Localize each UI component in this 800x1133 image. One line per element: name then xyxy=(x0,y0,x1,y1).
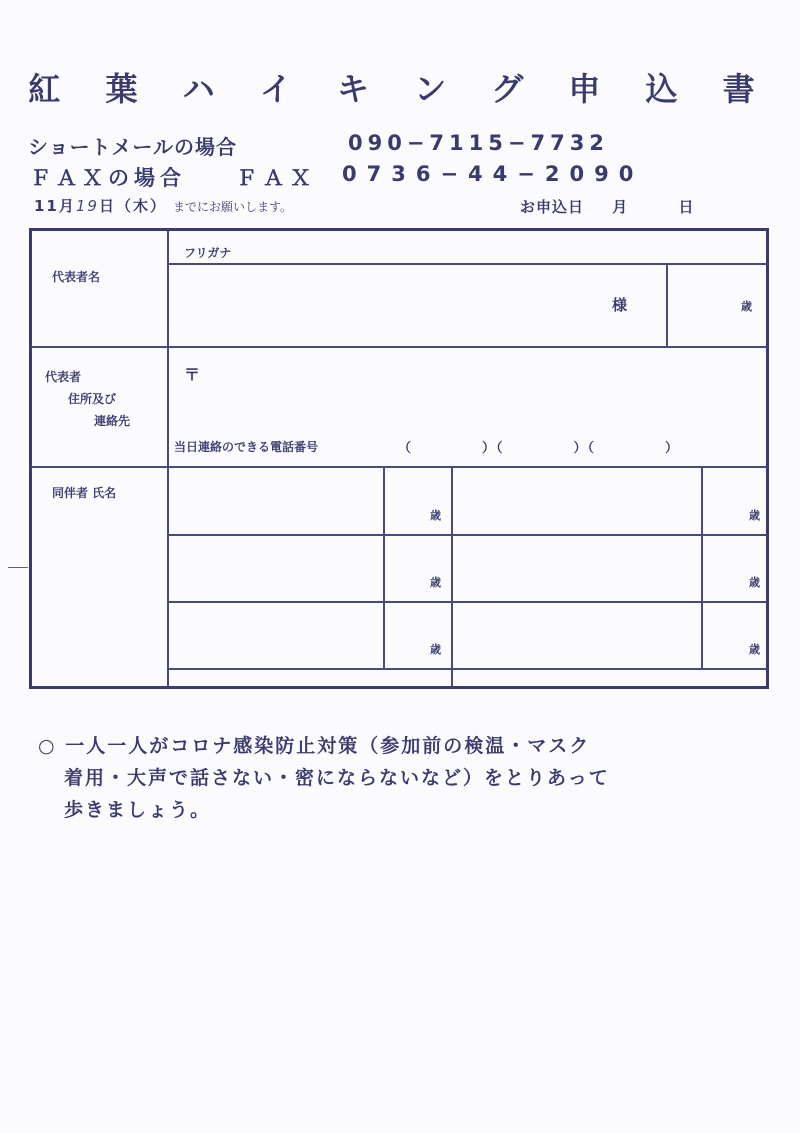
covid-notice xyxy=(38,730,768,826)
companion-5-age-unit: 歳 xyxy=(430,643,441,656)
rep-name-label: 代表者名 xyxy=(52,270,101,284)
furigana-divider xyxy=(168,263,767,265)
fax-label: ＦＡＸの場合 xyxy=(30,166,186,190)
rep-address-label-3: 連絡先 xyxy=(94,414,131,428)
rep-age-unit: 歳 xyxy=(741,300,752,313)
companion-age-divider-1 xyxy=(383,467,385,668)
companion-row-divider-3 xyxy=(168,668,767,670)
sms-number: 090−7115−7732 xyxy=(348,131,609,155)
deadline-month: 11月 xyxy=(34,197,76,215)
apply-date xyxy=(520,196,695,217)
rep-age-divider xyxy=(666,264,668,347)
notice-line-2: 着用・大声で話さない・密にならないなど）をとりあって xyxy=(64,767,610,789)
notice-line-1: ○ 一人一人がコロナ感染防止対策（参加前の検温・マスク xyxy=(38,735,591,757)
deadline-request: までにお願いします。 xyxy=(173,200,293,214)
apply-date-label: お申込日 xyxy=(520,198,585,216)
fax-number: 0736−44−2090 xyxy=(342,162,644,186)
companion-row-divider-2 xyxy=(168,601,767,603)
sms-label: ショートメールの場合 xyxy=(28,135,237,159)
deadline-day-suffix: 日 xyxy=(98,197,116,215)
rep-address-label-1: 代表者 xyxy=(45,370,82,384)
companion-3-age-unit: 歳 xyxy=(430,576,441,589)
apply-date-day: 日 xyxy=(678,198,695,216)
notice-line-3: 歩きましょう。 xyxy=(64,799,212,821)
margin-tick-mark xyxy=(8,567,28,568)
companion-mid-divider xyxy=(451,467,453,687)
deadline-line xyxy=(34,195,292,216)
companion-4-age-unit: 歳 xyxy=(749,576,760,589)
phone-label: 当日連絡のできる電話番号 xyxy=(174,440,319,454)
postal-mark: 〒 xyxy=(184,365,201,384)
fax-word: ＦＡＸ xyxy=(236,166,317,190)
furigana-label: フリガナ xyxy=(184,246,232,260)
address-bottom xyxy=(31,466,767,468)
rep-name-field[interactable] xyxy=(170,266,664,344)
companion-label: 同伴者 氏名 xyxy=(52,486,117,500)
rep-name-bottom xyxy=(31,346,767,348)
companion-1-age-unit: 歳 xyxy=(430,509,441,522)
form-title: 紅 葉 ハ イ キ ン グ 申 込 書 xyxy=(28,70,772,108)
deadline-day-handwritten: 19 xyxy=(75,197,99,215)
phone-fields[interactable]: （ ）（ ）（ ） xyxy=(398,441,680,456)
address-field[interactable] xyxy=(200,352,760,428)
label-column-divider xyxy=(167,231,169,687)
apply-date-month: 月 xyxy=(612,198,629,216)
companion-age-divider-2 xyxy=(701,467,703,668)
honorific-sama: 様 xyxy=(612,296,628,314)
rep-address-label-2: 住所及び xyxy=(68,392,117,406)
companion-row-divider-1 xyxy=(168,534,767,536)
companion-6-age-unit: 歳 xyxy=(749,643,760,656)
companion-2-age-unit: 歳 xyxy=(749,509,760,522)
deadline-weekday: （木） xyxy=(115,197,167,215)
